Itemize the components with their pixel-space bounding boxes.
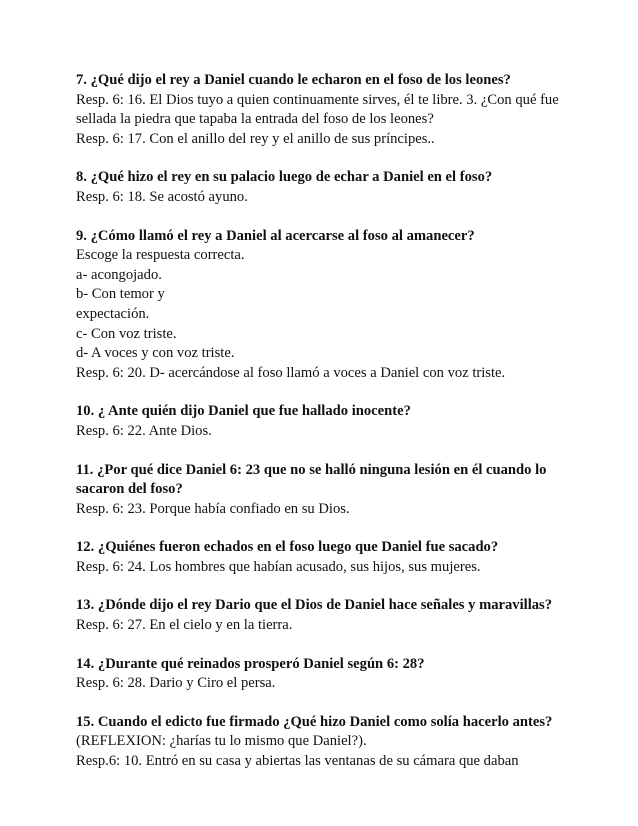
option-d: d- A voces y con voz triste. [76,345,235,362]
question-heading: 7. ¿Qué dijo el rey a Daniel cuando le echaron en el foso de los leones? [76,72,511,88]
question-block-7 [76,71,576,149]
option-b-continued: expectación. [76,305,150,322]
question-block-9 [76,227,576,384]
question-block-8 [76,168,576,207]
question-block-12 [76,538,576,577]
question-block-13 [76,596,576,635]
reflection-line: (REFLEXION: ¿harías tu lo mismo que Daniel?). [76,733,367,750]
answer-line: Resp. 6: 20. D- acercándose al foso llamó a voces a Daniel con voz triste. [76,364,506,381]
answer-line: Resp. 6: 16. El Dios tuyo a quien continuamente sirves, él te libre. 3. ¿Con qué fue sellada la piedra que tapaba la entrada del foso de los leones? [76,91,559,128]
question-block-14 [76,655,576,694]
document-page [76,71,576,791]
answer-line: Resp.6: 10. Entró en su casa y abiertas las ventanas de su cámara que daban [76,753,519,770]
answer-line: Resp. 6: 22. Ante Dios. [76,422,212,439]
instruction-line: Escoge la respuesta correcta. [76,247,245,264]
answer-line: Resp. 6: 28. Dario y Ciro el persa. [76,675,276,692]
option-c: c- Con voz triste. [76,325,177,342]
option-b: b- Con temor y [76,286,165,303]
answer-line: Resp. 6: 23. Porque había confiado en su Dios. [76,500,350,517]
question-heading: 14. ¿Durante qué reinados prosperó Daniel según 6: 28? [76,655,425,672]
question-heading: 11. ¿Por qué dice Daniel 6: 23 que no se halló ninguna lesión en él cuando lo sacaron del foso? [76,461,547,498]
question-block-15 [76,713,576,772]
answer-line: Resp. 6: 24. Los hombres que habían acusado, sus hijos, sus mujeres. [76,558,481,575]
answer-line: Resp. 6: 27. En el cielo y en la tierra. [76,617,293,634]
question-heading: 9. ¿Cómo llamó el rey a Daniel al acercarse al foso al amanecer? [76,227,475,244]
answer-line: Resp. 6: 18. Se acostó ayuno. [76,188,248,205]
option-a: a- acongojado. [76,266,162,283]
question-heading: 8. ¿Qué hizo el rey en su palacio luego de echar a Daniel en el foso? [76,169,493,186]
question-heading: 13. ¿Dónde dijo el rey Dario que el Dios de Daniel hace señales y maravillas? [76,597,553,614]
question-block-10 [76,402,576,441]
answer-line: Resp. 6: 17. Con el anillo del rey y el anillo de sus príncipes.. [76,130,435,147]
question-heading: 15. Cuando el edicto fue firmado ¿Qué hizo Daniel como solía hacerlo antes? [76,713,553,730]
question-block-11 [76,461,576,520]
question-heading: 12. ¿Quiénes fueron echados en el foso luego que Daniel fue sacado? [76,539,499,556]
question-heading: 10. ¿ Ante quién dijo Daniel que fue hallado inocente? [76,403,411,420]
